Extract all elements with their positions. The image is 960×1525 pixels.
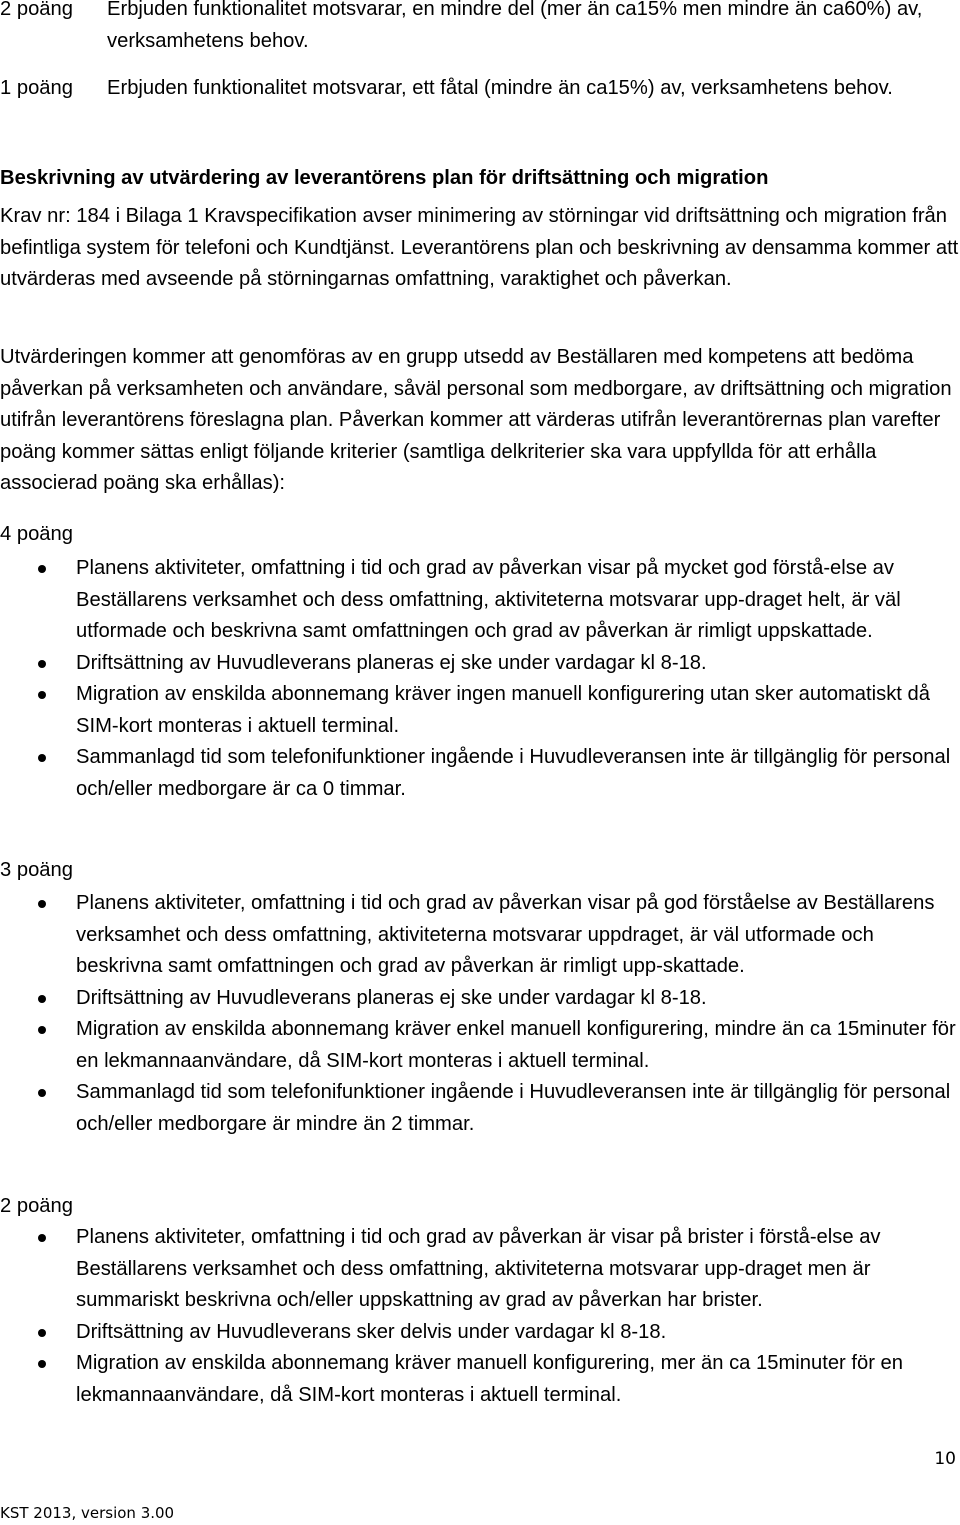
bullet-icon	[38, 1089, 46, 1097]
list-item: Migration av enskilda abonnemang kräver manuell konfigurering, mer än ca 15minuter för en lekmannaanvändare, då SIM-kort monteras i aktuell terminal.	[0, 1348, 960, 1411]
level-label-2: 2 poäng	[0, 1195, 73, 1217]
criteria-list-4	[0, 553, 960, 805]
score-row-2	[0, 0, 947, 57]
bullet-icon	[38, 900, 46, 908]
bullet-icon	[38, 691, 46, 699]
list-item: Planens aktiviteter, omfattning i tid och grad av påverkan är visar på brister i förstå-else av Beställarens verksamhet och dess omfattning, aktiviteterna motsvarar upp-draget men är summariskt beskrivna och/eller uppskattning av grad av påverkan har brister.	[0, 1222, 960, 1317]
paragraph-evaluation: Utvärderingen kommer att genomföras av en grupp utsedd av Beställaren med kompetens att bedöma påverkan på verksamheten och användare, såväl personal som medborgare, av driftsättning och migration utifrån leverantörens föreslagna plan. Påverkan kommer att värderas utifrån leverantörernas plan varefter poäng kommer sättas enligt följande kriterier (samtliga delkriterier ska vara uppfyllda för att erhålla associerad poäng ska erhållas):	[0, 346, 952, 494]
score-row-1	[0, 73, 947, 105]
bullet-icon	[38, 1360, 46, 1368]
list-item: Driftsättning av Huvudleverans planeras ej ske under vardagar kl 8-18.	[0, 648, 960, 680]
score-points: 1 poäng	[0, 77, 73, 99]
bullet-icon	[38, 995, 46, 1003]
criteria-list-3	[0, 888, 960, 1140]
score-text: Erbjuden funktionalitet motsvarar, ett fåtal (mindre än ca15%) av, verksamhetens behov.	[107, 77, 893, 99]
bullet-icon	[38, 1329, 46, 1337]
footer-version: KST 2013, version 3.00	[0, 1504, 175, 1522]
list-item: Planens aktiviteter, omfattning i tid och grad av påverkan visar på mycket god förstå-else av Beställarens verksamhet och dess omfattning, aktiviteterna motsvarar upp-draget helt, är väl utformade och beskrivna samt omfattningen och grad av påverkan är rimligt uppskattade.	[0, 553, 960, 648]
list-item: Migration av enskilda abonnemang kräver ingen manuell konfigurering utan sker automatiskt då SIM-kort monteras i aktuell terminal.	[0, 679, 960, 742]
score-points: 2 poäng	[0, 0, 73, 20]
list-item: Sammanlagd tid som telefonifunktioner ingående i Huvudleveransen inte är tillgänglig för personal och/eller medborgare är mindre än 2 timmar.	[0, 1077, 960, 1140]
list-item: Sammanlagd tid som telefonifunktioner ingående i Huvudleveransen inte är tillgänglig för personal och/eller medborgare är ca 0 timmar.	[0, 742, 960, 805]
bullet-icon	[38, 1026, 46, 1034]
list-item: Planens aktiviteter, omfattning i tid och grad av påverkan visar på god förståelse av Beställarens verksamhet och dess omfattning, aktiviteterna motsvarar uppdraget, är väl utformade och beskrivna samt omfattningen och grad av påverkan är rimligt upp-skattade.	[0, 888, 960, 983]
list-item: Migration av enskilda abonnemang kräver enkel manuell konfigurering, mindre än ca 15minuter för en lekmannaanvändare, då SIM-kort monteras i aktuell terminal.	[0, 1014, 960, 1077]
level-label-3: 3 poäng	[0, 859, 73, 881]
level-label-4: 4 poäng	[0, 523, 73, 545]
list-item: Driftsättning av Huvudleverans planeras ej ske under vardagar kl 8-18.	[0, 983, 960, 1015]
paragraph-requirement: Krav nr: 184 i Bilaga 1 Kravspecifikation avser minimering av störningar vid driftsättning och migration från befintliga system för telefoni och Kundtjänst. Leverantörens plan och beskrivning av densamma kommer att utvärderas med avseende på störningarnas omfattning, varaktighet och påverkan.	[0, 205, 959, 290]
bullet-icon	[38, 565, 46, 573]
score-text: Erbjuden funktionalitet motsvarar, en mindre del (mer än ca15% men mindre än ca60%) av, verksamhetens behov.	[107, 0, 923, 52]
section-heading: Beskrivning av utvärdering av leverantörens plan för driftsättning och migration	[0, 167, 769, 189]
bullet-icon	[38, 1234, 46, 1242]
criteria-list-2	[0, 1222, 960, 1411]
list-item: Driftsättning av Huvudleverans sker delvis under vardagar kl 8-18.	[0, 1317, 960, 1349]
bullet-icon	[38, 660, 46, 668]
bullet-icon	[38, 754, 46, 762]
page-number: 10	[934, 1449, 956, 1469]
